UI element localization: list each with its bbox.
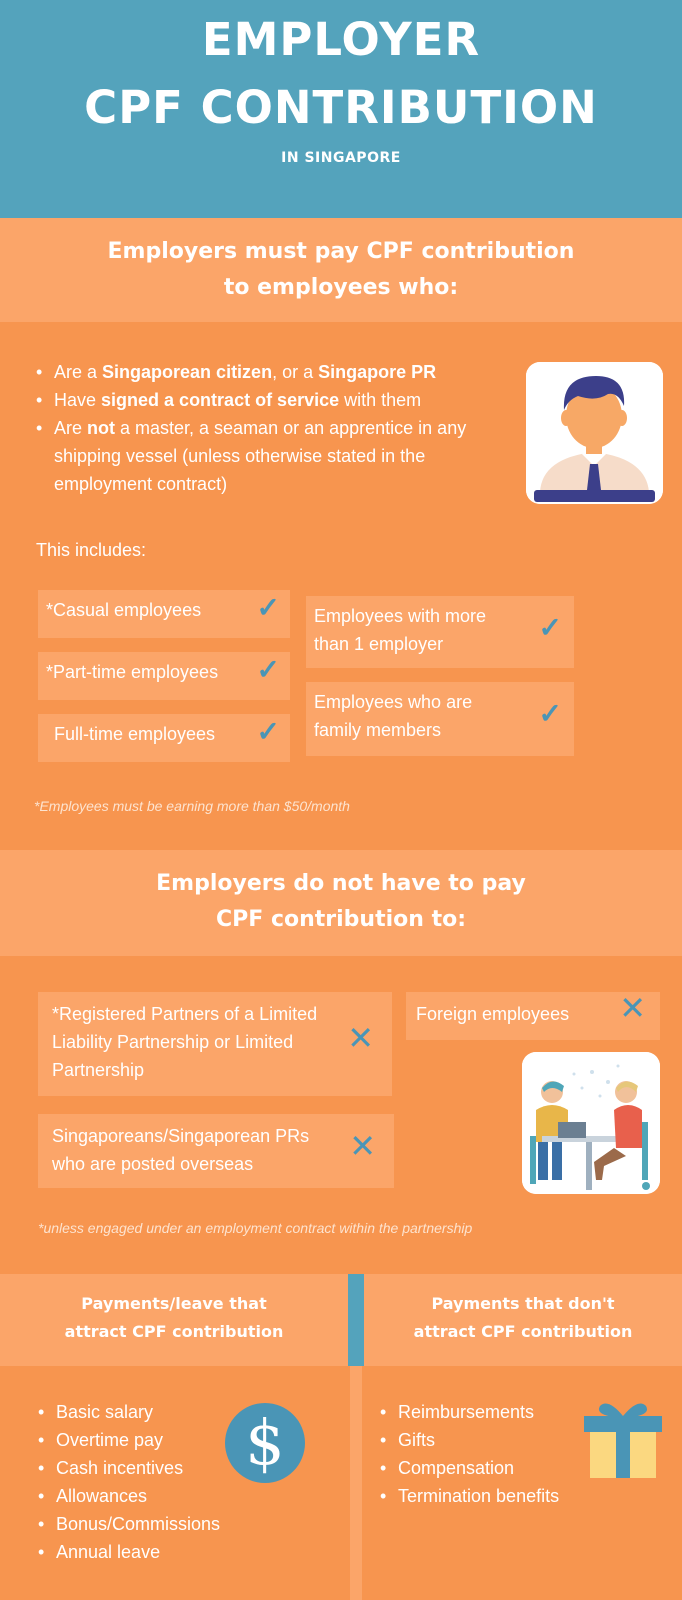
exclude-box-posted-overseas (38, 1114, 394, 1188)
check-icon: ✓ (538, 698, 562, 729)
list-item: • Bonus/Commissions (38, 1510, 258, 1538)
not-attract-heading (364, 1274, 682, 1366)
title-line-2: CPF CONTRIBUTION (84, 81, 598, 134)
include-box-parttime (38, 652, 290, 700)
list-item: • Termination benefits (380, 1482, 580, 1510)
section1-heading-line1: Employers must pay CPF contribution (107, 239, 575, 264)
section-divider (348, 1274, 364, 1366)
eligibility-item: • Are a Singaporean citizen, or a Singapore PR (36, 358, 506, 386)
list-item: • Basic salary (38, 1398, 258, 1426)
attract-heading-line2: attract CPF contribution (64, 1322, 284, 1341)
section1-heading-line2: to employees who: (223, 275, 459, 300)
include-box-label: Full-time employees (54, 724, 216, 744)
exclude-box-label: *Registered Partners of a Limited Liability Partnership or Limited Partnership (52, 1004, 318, 1080)
not-attract-list (380, 1398, 580, 1510)
check-icon: ✓ (538, 612, 562, 643)
svg-text:$: $ (245, 1406, 285, 1479)
section2-heading-line1: Employers do not have to pay (156, 871, 526, 896)
exclude-box-foreign-employees (406, 992, 660, 1040)
section2-heading-line2: CPF contribution to: (215, 907, 466, 932)
cross-icon: ✕ (349, 1128, 376, 1164)
employee-avatar-icon (526, 362, 663, 504)
exclude-box-label: Singaporeans/Singaporean PRs who are posted overseas (52, 1126, 310, 1174)
list-item: • Reimbursements (380, 1398, 580, 1426)
includes-label: This includes: (36, 540, 147, 560)
section1-heading (0, 218, 682, 322)
list-item: • Compensation (380, 1454, 580, 1482)
eligibility-item: • Have signed a contract of service with them (36, 386, 506, 414)
include-box-casual (38, 590, 290, 638)
include-box-label: *Casual employees (46, 600, 202, 620)
cross-icon: ✕ (619, 990, 646, 1026)
header-banner (0, 0, 682, 218)
check-icon: ✓ (256, 654, 280, 685)
gift-icon (580, 1398, 666, 1480)
include-box-label: *Part-time employees (46, 662, 219, 682)
exclude-box-label: Foreign employees (416, 1004, 570, 1024)
list-item: • Annual leave (38, 1538, 258, 1566)
list-item: • Overtime pay (38, 1426, 258, 1454)
attract-heading (0, 1274, 348, 1366)
column-divider (350, 1366, 362, 1600)
list-item: • Allowances (38, 1482, 258, 1510)
list-item: • Gifts (380, 1426, 580, 1454)
check-icon: ✓ (256, 716, 280, 747)
eligibility-item: • Are not a master, a seaman or an apprentice in any shipping vessel (unless otherwise stated in the employment contract) (36, 414, 506, 498)
subtitle: IN SINGAPORE (281, 150, 401, 166)
eligibility-list (36, 358, 506, 498)
section2-heading (0, 850, 682, 956)
not-attract-heading-line1: Payments that don't (431, 1294, 615, 1313)
include-box-label: Employees with more than 1 employer (314, 606, 487, 654)
include-box-family-members (306, 682, 574, 756)
include-box-label: Employees who are family members (314, 692, 473, 740)
list-item: • Cash incentives (38, 1454, 258, 1482)
include-box-fulltime (38, 714, 290, 762)
section1-footnote: *Employees must be earning more than $50/month (34, 798, 350, 814)
check-icon: ✓ (256, 592, 280, 623)
exclude-box-registered-partners (38, 992, 392, 1096)
attract-heading-line1: Payments/leave that (81, 1294, 267, 1313)
dollar-icon (224, 1402, 306, 1484)
title-line-1: EMPLOYER (201, 13, 481, 66)
workers-at-desk-icon (522, 1052, 660, 1194)
not-attract-heading-line2: attract CPF contribution (413, 1322, 633, 1341)
cross-icon: ✕ (347, 1020, 374, 1056)
include-box-multiple-employers (306, 596, 574, 668)
section2-footnote: *unless engaged under an employment contract within the partnership (38, 1220, 473, 1236)
